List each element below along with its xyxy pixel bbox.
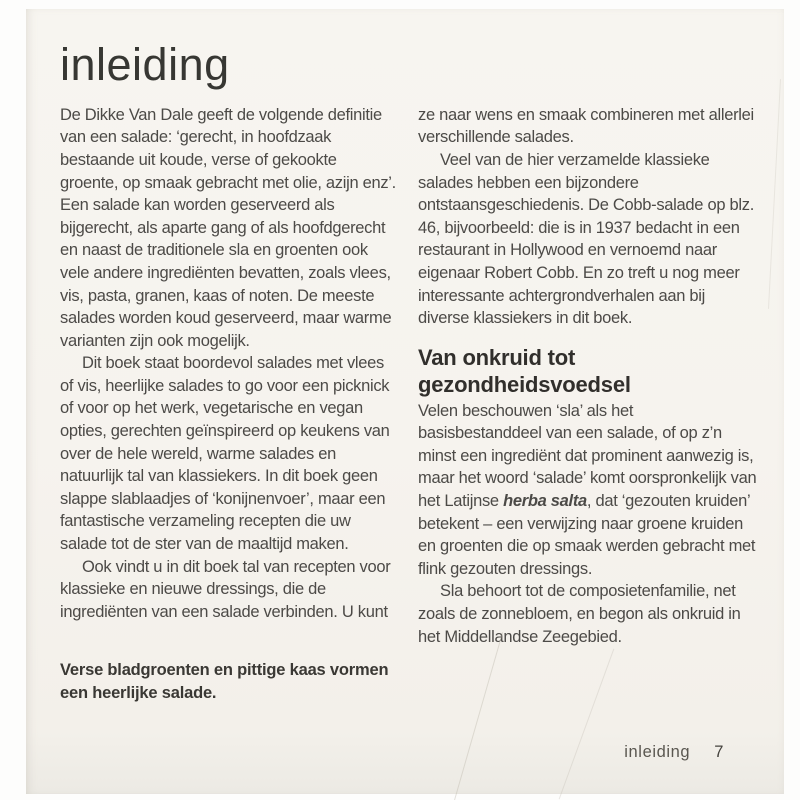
footer-page-number: 7 (714, 743, 724, 761)
latin-term: herba salta (503, 492, 587, 511)
footer-section-label: inleiding (624, 743, 691, 761)
page-footer (624, 743, 724, 762)
scan-crease-artifact (559, 649, 615, 800)
section-heading: Van onkruid tot gezondheidsvoedsel (418, 344, 631, 397)
section-paragraph-1 (418, 400, 760, 581)
intro-paragraph-2: Dit boek staat boordevol salades met vlees of vis, heerlijke salades to go voor een picknick of voor op het werk, vegetarische en vegan opties, gerechten geïnspireerd op keukens van over de hele wereld, warme salades en natuurlijk tal van klassiekers. In dit boek geen slappe slablaadjes of ‘konijnenvoer’, maar een fantastische verzameling recepten die uw salade tot de ster van de maaltijd maken. (60, 354, 390, 554)
section-paragraph-1-after-term: , dat ‘gezouten kruiden’ betekent – een verwijzing naar groene kruiden en groenten die op smaak werden gebracht met flink gezouten dressings. (418, 492, 756, 578)
intro-paragraph-1: De Dikke Van Dale geeft de volgende definitie van een salade: ‘gerecht, in hoofdzaak bestaande uit koude, verse of gekookte groente, op smaak gebracht met olie, azijn enz’. Een salade kan worden geserveerd als bijgerecht, als aparte gang of als hoofdgerecht en naast de traditionele sla en groenten ook vele andere ingrediënten bevatten, zoals vlees, vis, pasta, granen, kaas of noten. De meeste salades worden koud geserveerd, maar warme varianten zijn ook mogelijk. (60, 105, 396, 350)
intro-paragraph-4-continuation: ze naar wens en smaak combineren met allerlei verschillende salades. (418, 105, 754, 147)
section-paragraph-2: Sla behoort tot de composietenfamilie, net zoals de zonnebloem, en begon als onkruid in het Middellandse Zeegebied. (418, 582, 741, 646)
page-title: inleiding (60, 39, 230, 90)
left-column (60, 104, 398, 648)
two-column-layout (60, 104, 760, 648)
photo-caption: Verse bladgroenten en pittige kaas vormen een heerlijke salade. (60, 661, 389, 702)
scan-crease-artifact (454, 632, 503, 800)
intro-paragraph-5: Veel van de hier verzamelde klassieke salades hebben een bijzondere ontstaansgeschiedenis. De Cobb-salade op blz. 46, bijvoorbeeld: die is in 1937 bedacht in een restaurant in Hollywood en vernoemd naar eigenaar Robert Cobb. En zo treft u nog meer interessante achtergrondverhalen aan bij diverse klassiekers in dit boek. (418, 150, 754, 328)
scan-crease-artifact (768, 79, 781, 309)
book-page (26, 9, 784, 794)
right-column (418, 104, 760, 648)
section-paragraph-1-before-term: Velen beschouwen ‘sla’ als het basisbestanddeel van een salade, of op z’n minst een ingrediënt dat prominent aanwezig is, maar het woord ‘salade’ komt oorspronkelijk van het Latijnse (418, 401, 757, 511)
intro-paragraph-3: Ook vindt u in dit boek tal van recepten voor klassieke en nieuwe dressings, die de ingrediënten van een salade verbinden. U kunt (60, 557, 391, 621)
page-content (60, 39, 760, 648)
